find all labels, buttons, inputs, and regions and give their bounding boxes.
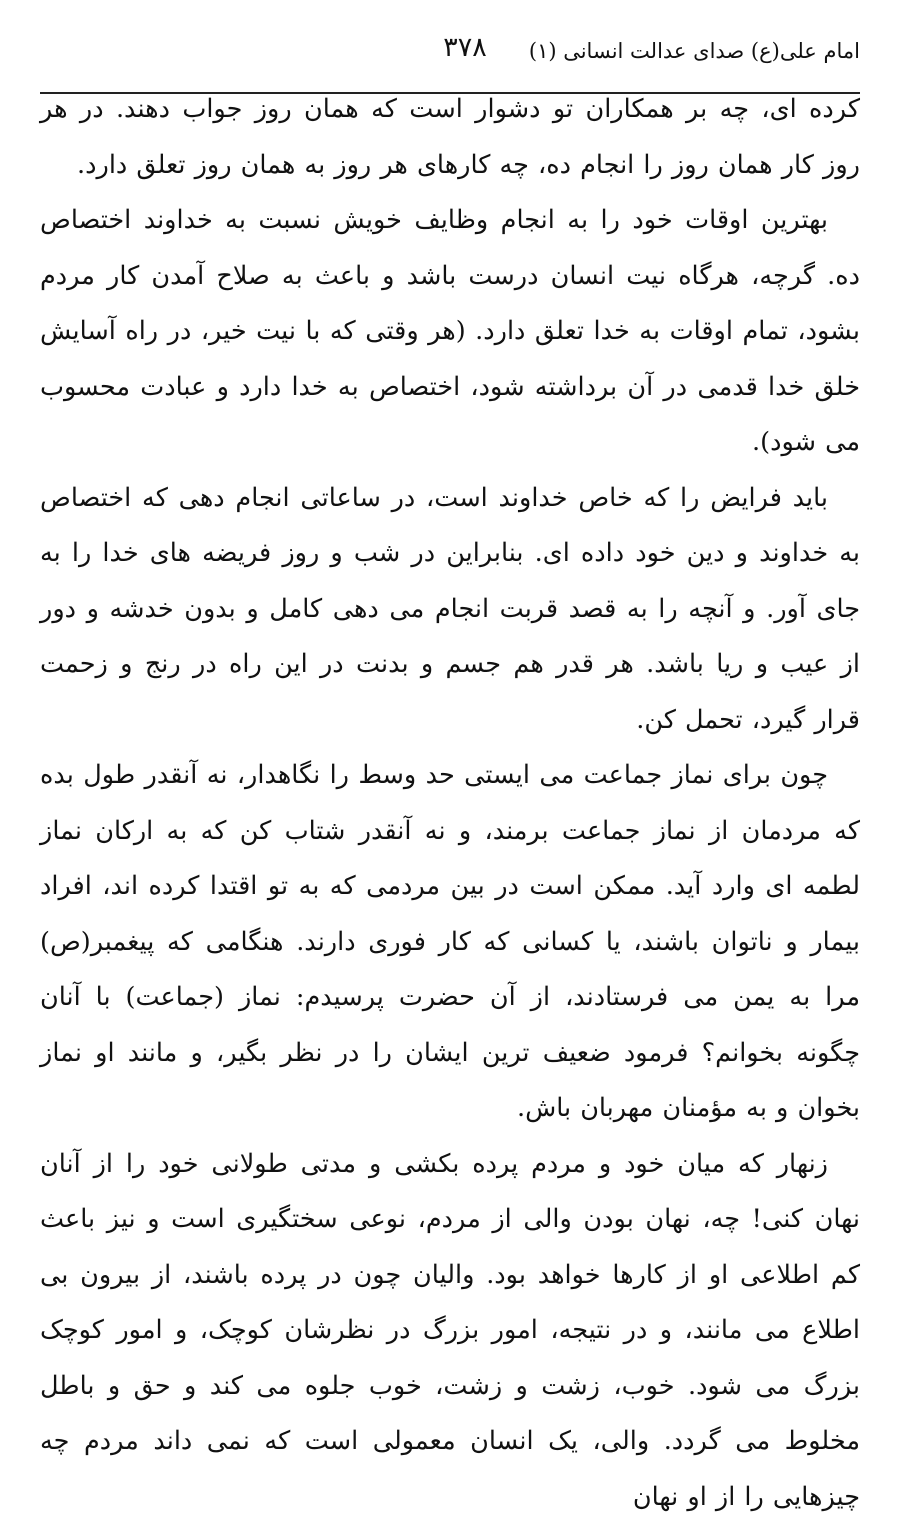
paragraph: زنهار که میان خود و مردم پرده بکشی و مدتی طولانی خود را از آنان نهان کنی! چه، نهان بودن والی از مردم، نوعی سختگیری است و نیز باعث کم اطلاعی او از کارها خواهد بود. والیان چون در پرده باشند، از بیرون بی اطلاع می مانند، و در نتیجه، امور بزرگ در نظرشان کوچک، و امور کوچک بزرگ می شود. خوب، زشت و زشت، خوب جلوه می کند و حق و باطل مخلوط می گردد. والی، یک انسان معمولی است که نمی داند مردم چه چیزهایی را از او نهان [40, 1137, 860, 1525]
paragraph: باید فرایض را که خاص خداوند است، در ساعاتی انجام دهی که اختصاص به خداوند و دین خود داده ای. بنابراین در شب و روز فریضه های خدا را به جای آور. و آنچه را به قصد قربت انجام می دهی کامل و بدون خدشه و دور از عیب و ریا باشد. هر قدر هم جسم و بدنت در این راه در رنج و زحمت قرار گیرد، تحمل کن. [40, 471, 860, 749]
running-title: امام علی(ع) صدای عدالت انسانی (۱) [529, 36, 860, 66]
body-text [40, 82, 860, 1525]
page-number: ۳۷۸ [420, 30, 510, 66]
paragraph: کرده ای، چه بر همکاران تو دشوار است که همان روز جواب دهند. در هر روز کار همان روز را انجام ده، چه کارهای هر روز به همان روز تعلق دارد. [40, 82, 860, 193]
paragraph: چون برای نماز جماعت می ایستی حد وسط را نگاهدار، نه آنقدر طول بده که مردمان از نماز جماعت برمند، و نه آنقدر شتاب کن که به ارکان نماز لطمه ای وارد آید. ممکن است در بین مردمی که به تو اقتدا کرده اند، افراد بیمار و ناتوان باشند، یا کسانی که کار فوری دارند. هنگامی که پیغمبر(ص) مرا به یمن می فرستادند، از آن حضرت پرسیدم: نماز (جماعت) با آنان چگونه بخوانم؟ فرمود ضعیف ترین ایشان را در نظر بگیر، و مانند او نماز بخوان و به مؤمنان مهربان باش. [40, 748, 860, 1137]
paragraph: بهترین اوقات خود را به انجام وظایف خویش نسبت به خداوند اختصاص ده. گرچه، هرگاه نیت انسان درست باشد و باعث به صلاح آمدن کار مردم بشود، تمام اوقات به خدا تعلق دارد. (هر وقتی که با نیت خیر، در راه آسایش خلق خدا قدمی در آن برداشته شود، اختصاص به خدا دارد و عبادت محسوب می شود). [40, 193, 860, 471]
document-page [40, 0, 860, 1479]
page-header [40, 22, 860, 72]
